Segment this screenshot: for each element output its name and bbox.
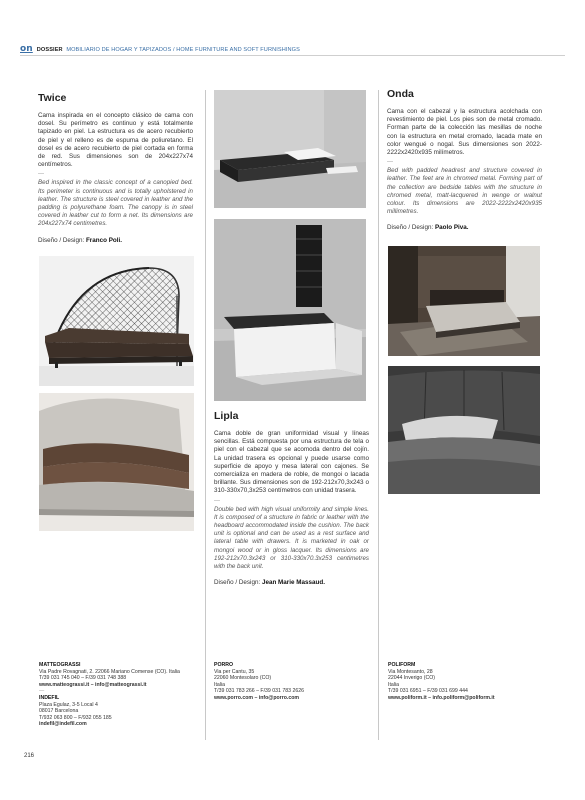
article-title: Twice <box>38 92 67 104</box>
photo-lipla-shelf <box>214 219 366 401</box>
article-lipla <box>214 410 369 586</box>
article-text-en: Double bed with high visual uniformity and simple lines. It is composed of a structure in fabric or leather with the headboard accommodated inside the cushion. The back unit is optional and can be used as a rest surface and lateral table with drawers. It is marketed in oak or mongoi wood or in gloss lacquer. Its dimensions are 192-212x70.3x243 or 310-330x70.3x253 centimetres with the back unit. <box>214 505 369 571</box>
address-line: Via Montesanto, 28 <box>388 668 433 675</box>
article-title: Lipla <box>214 410 239 422</box>
dossier-subtitle: MOBILIARIO DE HOGAR Y TAPIZADOS / HOME FURNITURE AND SOFT FURNISHINGS <box>66 47 300 53</box>
article-title: Onda <box>387 88 414 100</box>
phone-line: T/39 031 783 266 – F/39 031 783 2626 <box>214 688 304 695</box>
designer-name: Franco Poli. <box>85 236 122 244</box>
company-name: INDEFIL <box>39 694 60 701</box>
designer-name: Jean Marie Massaud. <box>261 579 325 587</box>
separator: — <box>39 688 45 695</box>
address-block-col2 <box>214 662 374 702</box>
designer-name: Paolo Piva. <box>434 224 469 232</box>
design-label: Diseño / Design: <box>387 224 434 232</box>
article-text-es: Cama con el cabezal y la estructura acolchada con revestimiento de piel. Los pies son de metal cromado. Forman parte de la colección las mesillas de noche con la estructura en metal cromado, lacada mate en color wengué o nogal. Sus dimensiones son 2022-2222x2420x935 milímetros. <box>387 108 542 157</box>
photo-twice-closeup <box>39 393 194 531</box>
article-text-es: Cama doble de gran uniformidad visual y líneas sencillas. Está compuesta por una estructura de tela o piel con el cabezal que se acomoda dentro del cojín. La unidad trasera es opcional y puede usarse como superficie de apoyo y mesa lateral con cajones. Se comercializa en madera de roble, de mongoi o lacada brillante. Sus dimensiones son de 192-212x70,3x243 o 310-330x70,3x253 centímetros con unidad trasera. <box>214 430 369 495</box>
address-line: Plaza Egulaz, 3-5 Local 4 <box>39 701 98 708</box>
design-credit <box>387 224 542 231</box>
separator: — <box>38 171 44 178</box>
email-link[interactable]: indefil@indefil.com <box>39 721 87 728</box>
separator: — <box>387 159 393 166</box>
design-label: Diseño / Design: <box>38 236 85 244</box>
photo-twice-canopy-bed <box>39 256 194 386</box>
address-line: Via per Cantu, 35 <box>214 668 255 675</box>
article-onda <box>387 88 542 231</box>
address-line: Via Padre Rovagnati, 2. 22066 Mariano Comense (CO). Italia <box>39 668 180 675</box>
photo-onda-closeup <box>388 366 540 494</box>
dossier-label: DOSSIER <box>36 47 63 53</box>
address-line: Italia <box>388 681 399 688</box>
section-header <box>20 44 300 54</box>
address-indefil <box>39 695 199 728</box>
address-block-col3 <box>388 662 548 702</box>
web-link[interactable]: www.matteograssi.it – info@matteograssi.it <box>39 681 147 688</box>
phone-line: T/932 063 800 – F/932 055 185 <box>39 714 112 721</box>
company-name: MATTEOGRASSI <box>39 662 81 668</box>
header-rule <box>20 55 565 56</box>
address-block-col1 <box>39 662 199 728</box>
web-link[interactable]: www.poliform.it – info.poliform@poliform.it <box>388 694 495 701</box>
column-divider <box>378 90 379 740</box>
article-text-en: Bed with padded headrest and structure covered in leather. The feet are in chromed metal. Forming part of the collection are bedside tables with the structure in chromed metal, matt-lacquered in wenge or walnut colour. Its dimensions are 2022-2222x2420x935 millimetres. <box>387 167 542 216</box>
design-credit <box>214 579 369 586</box>
page-number: 216 <box>24 753 35 759</box>
company-name: POLIFORM <box>388 662 416 668</box>
phone-line: T/39 031 745 040 – F/39 031 748 388 <box>39 675 127 682</box>
address-line: 22060 Montesolaro (CO) <box>214 675 272 682</box>
company-name: PORRO <box>214 662 234 668</box>
design-credit <box>38 237 193 244</box>
article-text-es: Cama inspirada en el concepto clásico de cama con dosel. Su perímetro es continuo y está totalmente tapizado en piel. La estructura es de acero recubierto de piel y el relleno es de espuma de poliuretano. El dosel es de acero recubierto de piel cortada en forma de red. Sus dimensiones son de 204x227x74 centímetros. <box>38 112 193 169</box>
address-line: Italia <box>214 681 225 688</box>
photo-lipla-bed <box>214 90 366 208</box>
article-text-en: Bed inspired in the classic concept of a canopied bed. Its perimeter is continuous and is totally upholstered in leather. The structure is steel covered in leather and the padding is polyurethane foam. The canopy is in steel covered in leather cut to form a net. Its dimensions are 204x227x74 centimetres. <box>38 179 193 228</box>
column-divider <box>205 90 206 740</box>
section-logo: on <box>20 44 33 54</box>
article-twice <box>38 92 193 244</box>
separator: — <box>214 497 220 504</box>
address-matteograssi <box>39 662 199 688</box>
design-label: Diseño / Design: <box>214 579 261 587</box>
address-line: 08017 Barcelona <box>39 708 79 715</box>
address-line: 22044 Inverigo (CO) <box>388 675 435 682</box>
web-link[interactable]: www.porro.com – info@porro.com <box>214 694 299 701</box>
phone-line: T/39 031 6951 – F/39 031 699 444 <box>388 688 468 695</box>
photo-onda-bedroom <box>388 246 540 356</box>
